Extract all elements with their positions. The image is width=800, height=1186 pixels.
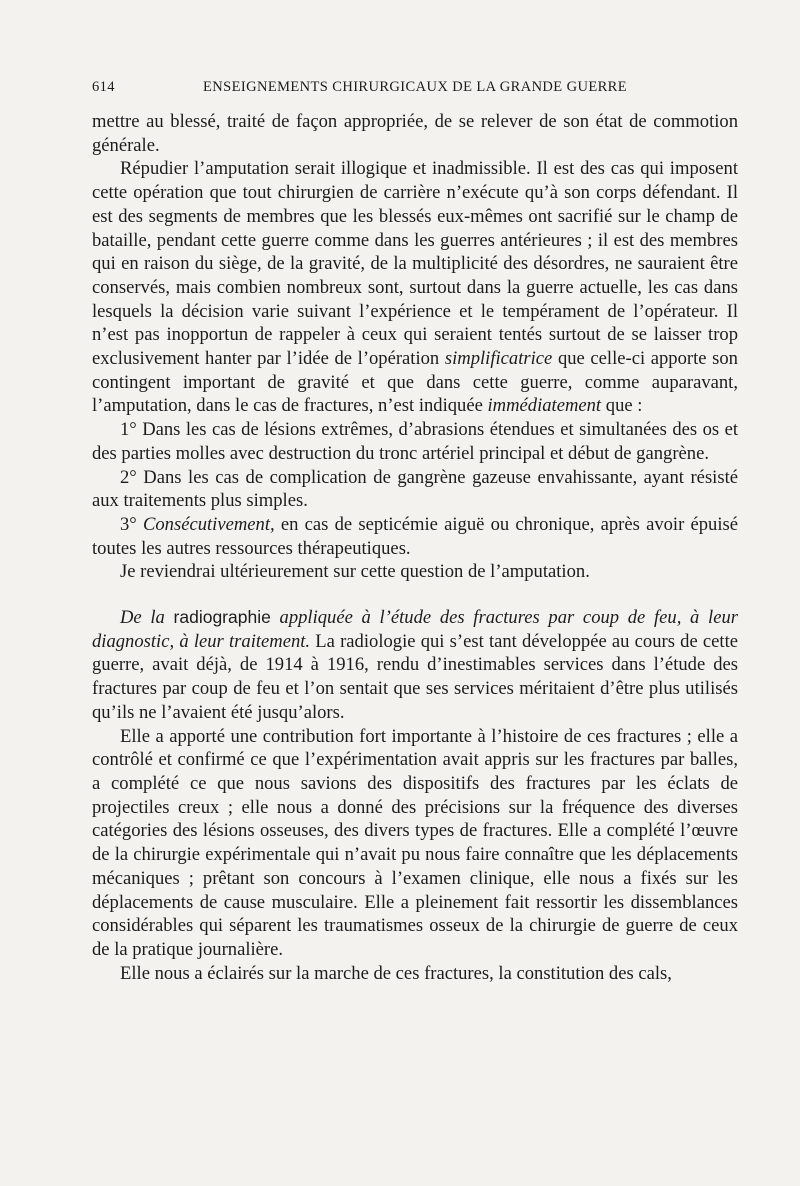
italic-term: immédiatement <box>487 395 602 417</box>
page-number: 614 <box>92 79 115 95</box>
paragraph: mettre au blessé, traité de façon appropriée, de se relever de son état de commotion générale. <box>92 111 738 156</box>
paragraph: Elle nous a éclairés sur la marche de ces fractures, la constitution des cals, <box>120 962 672 984</box>
list-item-paragraph: 3° Consécutivement, en cas de septicémie aiguë ou chronique, après avoir épuisé toutes les autres ressources thérapeutiques. <box>92 513 738 559</box>
paragraph: Répudier l’amputation serait illogique et inadmissible. Il est des cas qui imposent cette opération que tout chirurgien de carrière n’exécute qu’à son corps défendant. Il est des segments de membres que les blessés eux-mêmes ont sacrifié sur le champ de bataille, pendant cette guerre comme dans les guerres antérieures ; il est des membres qui en raison du siège, de la gravité, de la multiplicité des désordres, ne sauraient être conservés, mais combien nombreux sont, surtout dans la guerre actuelle, les cas dans lesquels la décision varie suivant l’expérience et le tempérament de l’opérateur. Il n’est pas inopportun de rappeler à ceux qui seraient tentés surtout de se laisser trop exclusivement hanter par l’idée de l’opération simplificatrice que celle-ci apporte son contingent important de gravité et que dans cette guerre, comme auparavant, l’amputation, dans le cas de fractures, n’est indiquée immédiatement que : <box>92 158 738 417</box>
paragraph: Elle a apporté une contribution fort importante à l’histoire de ces fractures ; elle a contrôlé et confirmé ce que l’expérimentation avait appris sur les fractures par balles, a complété ce que nous savions des dispositifs des fractures par les éclats de projectiles creux ; elle nous a donné des précisions sur la fréquence des diverses catégories des lésions osseuses, des divers types de fractures. Elle a complété l’œuvre de la chirurgie expérimentale qui n’avait pu nous faire connaître que les déplacements mécaniques ; prêtant son concours à l’examen clinique, elle nous a fixés sur les déplacements de cause musculaire. Elle a pleinement fait ressortir les dissemblances considérables qui séparent les traumatismes osseux de la chirurgie de guerre de ceux de la pratique journalière. <box>92 725 738 960</box>
section-paragraph: De la radiographie appliquée à l’étude des fractures par coup de feu, à leur diagnostic, à leur traitement. La radiologie qui s’est tant développée au cours de cette guerre, avait déjà, de 1914 à 1916, rendu d’inestimables services dans l’étude des fractures par coup de feu et l’on sentait que ses services méritaient d’être plus utilisés qu’ils ne l’avaient été jusqu’alors. <box>92 607 739 723</box>
italic-heading: appliquée à l’étude des fractures par coup de feu, à leur diagnostic, à leur traitement. <box>92 607 738 652</box>
running-header <box>92 79 738 96</box>
italic-term: Consécutivement, <box>142 513 275 535</box>
section-keyword: radiographie <box>173 607 271 628</box>
paragraph: Je reviendrai ultérieurement sur cette question de l’amputation. <box>120 561 590 583</box>
list-item-paragraph: 1° Dans les cas de lésions extrêmes, d’abrasions étendues et simultanées des os et des parties molles avec destruction du tronc artériel principal et début de gangrène. <box>92 419 738 464</box>
running-title: ENSEIGNEMENTS CHIRURGICAUX DE LA GRANDE GUERRE <box>203 79 627 95</box>
page-body <box>92 110 738 985</box>
list-item-paragraph: 2° Dans les cas de complication de gangrène gazeuse envahissante, ayant résisté aux traitements plus simples. <box>92 466 738 512</box>
italic-term: simplificatrice <box>444 348 553 370</box>
